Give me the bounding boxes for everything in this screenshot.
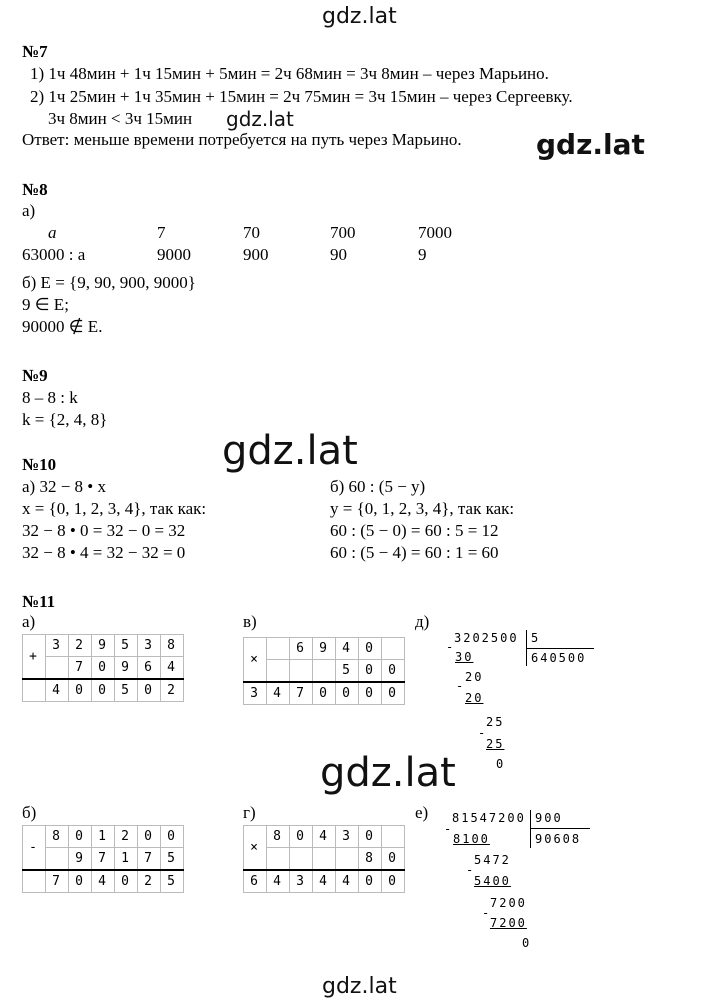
digit-cell: 6 bbox=[138, 657, 161, 680]
task-11-label-a: а) bbox=[22, 612, 36, 631]
minus-sign: - bbox=[478, 726, 488, 740]
digit-cell: 9 bbox=[115, 657, 138, 680]
digit-cell bbox=[23, 679, 46, 702]
division-step: 7200 bbox=[490, 896, 527, 910]
digit-cell: 0 bbox=[69, 826, 92, 848]
digit-cell: 0 bbox=[69, 870, 92, 893]
digit-cell: 5 bbox=[115, 679, 138, 702]
digit-cell: 4 bbox=[267, 682, 290, 705]
digit-cell: 0 bbox=[138, 826, 161, 848]
dividend: 81547200 bbox=[452, 811, 526, 825]
quotient: 640500 bbox=[531, 651, 587, 665]
digit-cell: 4 bbox=[313, 870, 336, 893]
task-11-title: №11 bbox=[22, 592, 56, 611]
digit-cell bbox=[267, 660, 290, 683]
division-bracket-vertical bbox=[530, 810, 531, 848]
digit-cell: 0 bbox=[359, 826, 382, 848]
task-8-b: б) E = {9, 90, 900, 9000} bbox=[22, 273, 196, 292]
digit-cell: 7 bbox=[290, 682, 313, 705]
task-10-a1: а) 32 − 8 • x bbox=[22, 477, 106, 496]
digit-cell: 2 bbox=[138, 870, 161, 893]
column-multiplication-v bbox=[243, 637, 405, 705]
column-subtraction-b bbox=[22, 825, 184, 893]
watermark-big-2: gdz.lat bbox=[320, 750, 456, 796]
task-10-a3: 32 − 8 • 0 = 32 − 0 = 32 bbox=[22, 521, 186, 540]
task-8-cell: 9 bbox=[418, 245, 427, 264]
digit-cell: 4 bbox=[46, 679, 69, 702]
digit-cell bbox=[290, 660, 313, 683]
task-11-label-d: д) bbox=[415, 612, 430, 631]
task-8-b3: 90000 ∉ E. bbox=[22, 317, 103, 336]
minus-sign: - bbox=[456, 679, 466, 693]
task-8-cell: 63000 : a bbox=[22, 245, 86, 264]
op-sign: × bbox=[244, 826, 267, 871]
digit-cell: 9 bbox=[92, 635, 115, 657]
digit-cell: 7 bbox=[138, 848, 161, 871]
minus-sign: - bbox=[446, 640, 456, 654]
digit-cell: 7 bbox=[69, 657, 92, 680]
digit-cell: 4 bbox=[92, 870, 115, 893]
division-step: 25 bbox=[486, 715, 505, 729]
task-11-label-b: б) bbox=[22, 803, 37, 822]
digit-cell bbox=[267, 638, 290, 660]
task-8-cell: 70 bbox=[243, 223, 260, 242]
digit-cell bbox=[336, 848, 359, 871]
task-9-l2: k = {2, 4, 8} bbox=[22, 410, 108, 429]
task-9-title: №9 bbox=[22, 366, 48, 385]
minus-sign: - bbox=[482, 906, 492, 920]
division-step: 25 bbox=[486, 737, 505, 751]
minus-sign: - bbox=[444, 822, 454, 836]
task-8-cell: 9000 bbox=[157, 245, 191, 264]
task-8-cell: 90 bbox=[330, 245, 347, 264]
digit-cell bbox=[46, 848, 69, 871]
task-10-title: №10 bbox=[22, 455, 57, 474]
digit-cell: 5 bbox=[115, 635, 138, 657]
digit-cell: 9 bbox=[69, 848, 92, 871]
division-step: 5400 bbox=[474, 874, 511, 888]
digit-cell: 8 bbox=[267, 826, 290, 848]
digit-cell: 7 bbox=[92, 848, 115, 871]
column-addition-a bbox=[22, 634, 184, 702]
digit-cell: 0 bbox=[92, 657, 115, 680]
task-10-a2: x = {0, 1, 2, 3, 4}, так как: bbox=[22, 499, 207, 518]
task-10-b1: б) 60 : (5 − y) bbox=[330, 477, 426, 496]
division-step: 0 bbox=[522, 936, 532, 950]
digit-cell: 5 bbox=[161, 870, 184, 893]
digit-cell: 0 bbox=[359, 870, 382, 893]
task-7-answer: Ответ: меньше времени потребуется на путь через Марьино. bbox=[22, 130, 462, 149]
digit-cell: 1 bbox=[115, 848, 138, 871]
digit-cell: 2 bbox=[161, 679, 184, 702]
digit-cell: 6 bbox=[244, 870, 267, 893]
task-8-cell: 7000 bbox=[418, 223, 452, 242]
dividend: 3202500 bbox=[454, 631, 519, 645]
digit-cell: 1 bbox=[92, 826, 115, 848]
digit-cell: 0 bbox=[359, 682, 382, 705]
task-10-b3: 60 : (5 − 0) = 60 : 5 = 12 bbox=[330, 521, 499, 540]
digit-cell: 8 bbox=[359, 848, 382, 871]
watermark-inline: gdz.lat bbox=[226, 107, 294, 131]
task-8-cell: 7 bbox=[157, 223, 166, 242]
digit-cell: 4 bbox=[267, 870, 290, 893]
digit-cell: 0 bbox=[382, 660, 405, 683]
task-8-cell: 900 bbox=[243, 245, 269, 264]
op-sign: × bbox=[244, 638, 267, 683]
digit-cell: 2 bbox=[69, 635, 92, 657]
digit-cell: 4 bbox=[336, 638, 359, 660]
digit-cell: 8 bbox=[161, 635, 184, 657]
watermark-top: gdz.lat bbox=[322, 4, 397, 29]
task-7-line3: 3ч 8мин < 3ч 15мин bbox=[48, 109, 193, 128]
digit-cell: 2 bbox=[115, 826, 138, 848]
divisor: 900 bbox=[535, 811, 563, 825]
digit-cell: 0 bbox=[69, 679, 92, 702]
digit-cell: 3 bbox=[138, 635, 161, 657]
digit-cell: 0 bbox=[313, 682, 336, 705]
task-11-label-e: е) bbox=[415, 803, 429, 822]
division-bracket-horizontal bbox=[530, 828, 590, 829]
task-9-l1: 8 – 8 : k bbox=[22, 388, 78, 407]
task-8-cell: 700 bbox=[330, 223, 356, 242]
divisor: 5 bbox=[531, 631, 541, 645]
task-11-label-g: г) bbox=[243, 803, 256, 822]
digit-cell: 0 bbox=[359, 638, 382, 660]
minus-sign: - bbox=[466, 863, 476, 877]
digit-cell: 0 bbox=[382, 870, 405, 893]
op-sign: - bbox=[23, 826, 46, 871]
digit-cell bbox=[46, 657, 69, 680]
division-step: 7200 bbox=[490, 916, 527, 930]
task-10-a4: 32 − 8 • 4 = 32 − 32 = 0 bbox=[22, 543, 186, 562]
digit-cell: 0 bbox=[115, 870, 138, 893]
division-step: 20 bbox=[465, 691, 484, 705]
digit-cell: 3 bbox=[46, 635, 69, 657]
quotient: 90608 bbox=[535, 832, 582, 846]
digit-cell bbox=[382, 638, 405, 660]
digit-cell bbox=[23, 870, 46, 893]
division-bracket-horizontal bbox=[526, 648, 594, 649]
digit-cell: 0 bbox=[359, 660, 382, 683]
digit-cell: 4 bbox=[313, 826, 336, 848]
digit-cell: 5 bbox=[336, 660, 359, 683]
task-10-b4: 60 : (5 − 4) = 60 : 1 = 60 bbox=[330, 543, 499, 562]
watermark-bottom: gdz.lat bbox=[322, 974, 397, 999]
task-7-title: №7 bbox=[22, 42, 48, 61]
digit-cell: 3 bbox=[244, 682, 267, 705]
digit-cell: 0 bbox=[92, 679, 115, 702]
watermark-answer: gdz.lat bbox=[536, 128, 645, 161]
watermark-big-1: gdz.lat bbox=[222, 428, 358, 474]
digit-cell bbox=[267, 848, 290, 871]
digit-cell: 3 bbox=[290, 870, 313, 893]
digit-cell: 0 bbox=[336, 682, 359, 705]
digit-cell bbox=[382, 826, 405, 848]
digit-cell: 8 bbox=[46, 826, 69, 848]
task-10-b2: y = {0, 1, 2, 3, 4}, так как: bbox=[330, 499, 515, 518]
digit-cell: 0 bbox=[138, 679, 161, 702]
digit-cell: 0 bbox=[382, 682, 405, 705]
digit-cell: 9 bbox=[313, 638, 336, 660]
task-8-a: а) bbox=[22, 201, 36, 220]
digit-cell: 3 bbox=[336, 826, 359, 848]
digit-cell bbox=[313, 660, 336, 683]
task-7-line2: 2) 1ч 25мин + 1ч 35мин + 15мин = 2ч 75мин = 3ч 15мин – через Сергеевку. bbox=[30, 87, 573, 106]
column-multiplication-g bbox=[243, 825, 405, 893]
digit-cell: 4 bbox=[336, 870, 359, 893]
division-step: 0 bbox=[496, 757, 506, 771]
task-8-title: №8 bbox=[22, 180, 48, 199]
digit-cell: 5 bbox=[161, 848, 184, 871]
task-11-label-v: в) bbox=[243, 612, 257, 631]
digit-cell: 0 bbox=[161, 826, 184, 848]
division-step: 8100 bbox=[453, 832, 490, 846]
division-step: 30 bbox=[455, 650, 474, 664]
division-step: 20 bbox=[465, 670, 484, 684]
digit-cell: 0 bbox=[290, 826, 313, 848]
division-step: 5472 bbox=[474, 853, 511, 867]
digit-cell: 0 bbox=[382, 848, 405, 871]
digit-cell bbox=[290, 848, 313, 871]
op-sign: + bbox=[23, 635, 46, 680]
task-7-line1: 1) 1ч 48мин + 1ч 15мин + 5мин = 2ч 68мин = 3ч 8мин – через Марьино. bbox=[30, 64, 549, 83]
digit-cell: 6 bbox=[290, 638, 313, 660]
digit-cell bbox=[313, 848, 336, 871]
digit-cell: 4 bbox=[161, 657, 184, 680]
task-8-b2: 9 ∈ E; bbox=[22, 295, 69, 314]
task-8-cell: a bbox=[48, 223, 57, 242]
digit-cell: 7 bbox=[46, 870, 69, 893]
